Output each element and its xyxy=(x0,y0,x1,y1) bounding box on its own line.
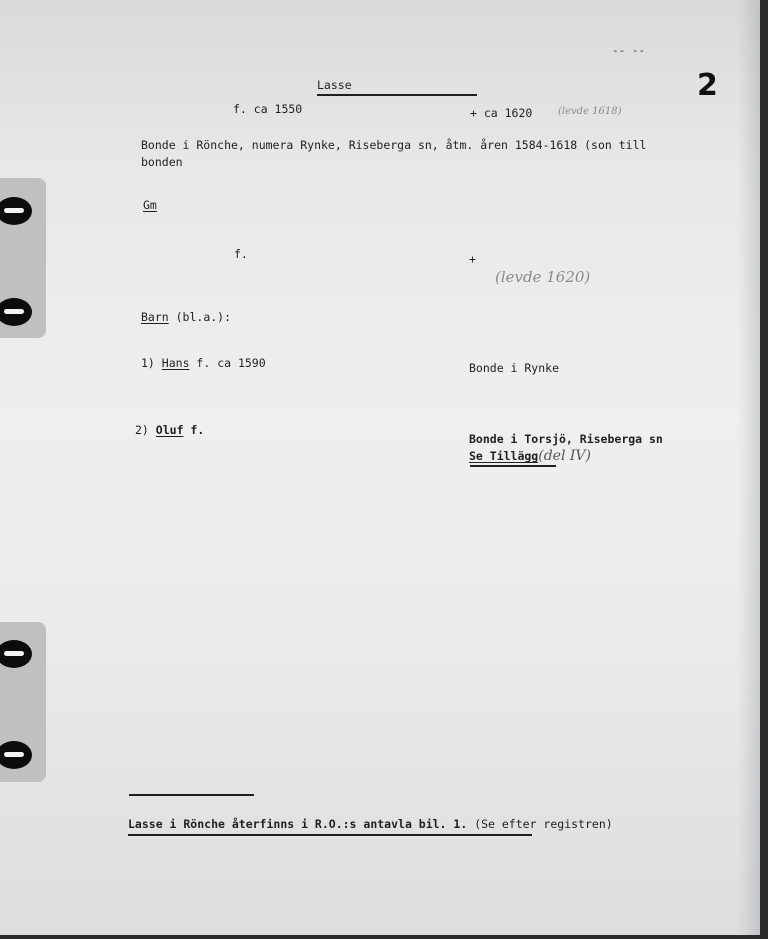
footer-separator xyxy=(129,794,254,796)
footer-note-rest: (Se efter registren) xyxy=(467,817,613,831)
death-note-handwritten: (levde 1618) xyxy=(558,106,622,117)
child-row-1 xyxy=(141,356,266,370)
child-occupation: Bonde i Torsjö, Riseberga sn xyxy=(469,432,663,446)
spouse-note-handwritten: (levde 1620) xyxy=(495,268,591,286)
child-name: Oluf xyxy=(155,423,184,437)
footer-underline xyxy=(128,834,532,836)
child-number: 2) xyxy=(135,423,149,437)
spouse-born: f. xyxy=(234,247,248,261)
spouse-died: + xyxy=(469,252,476,266)
death-date: + ca 1620 xyxy=(470,106,533,120)
footer-note xyxy=(128,817,613,831)
see-also-line xyxy=(469,448,591,464)
child-row-2 xyxy=(135,423,204,437)
footer-note-bold: Lasse i Rönche återfinns i R.O.:s antavla bil. 1. xyxy=(128,817,468,831)
see-also-handwritten: (del IV) xyxy=(538,448,591,464)
birth-date: f. ca 1550 xyxy=(233,102,303,116)
child-birth: f. xyxy=(183,423,205,437)
children-label: Barn xyxy=(141,310,169,324)
bio-line-2: bonden xyxy=(141,155,183,169)
spouse-label: Gm xyxy=(143,198,157,212)
child-name: Hans xyxy=(161,356,190,370)
bio-line-1: Bonde i Rönche, numera Rynke, Riseberga sn, åtm. åren 1584-1618 (son till xyxy=(141,138,647,152)
see-also-underline xyxy=(470,465,556,467)
child-number: 1) xyxy=(141,356,155,370)
top-dashes: -- -- xyxy=(612,44,646,57)
person-name: Lasse xyxy=(317,78,352,92)
children-label-rest: (bl.a.): xyxy=(168,310,232,324)
children-heading xyxy=(141,310,231,324)
child-occupation: Bonde i Rynke xyxy=(469,361,560,375)
page-number: 2 xyxy=(697,68,718,103)
name-underline xyxy=(317,94,477,96)
see-also-link: Se Tillägg xyxy=(469,449,539,463)
child-birth: f. ca 1590 xyxy=(189,356,266,370)
